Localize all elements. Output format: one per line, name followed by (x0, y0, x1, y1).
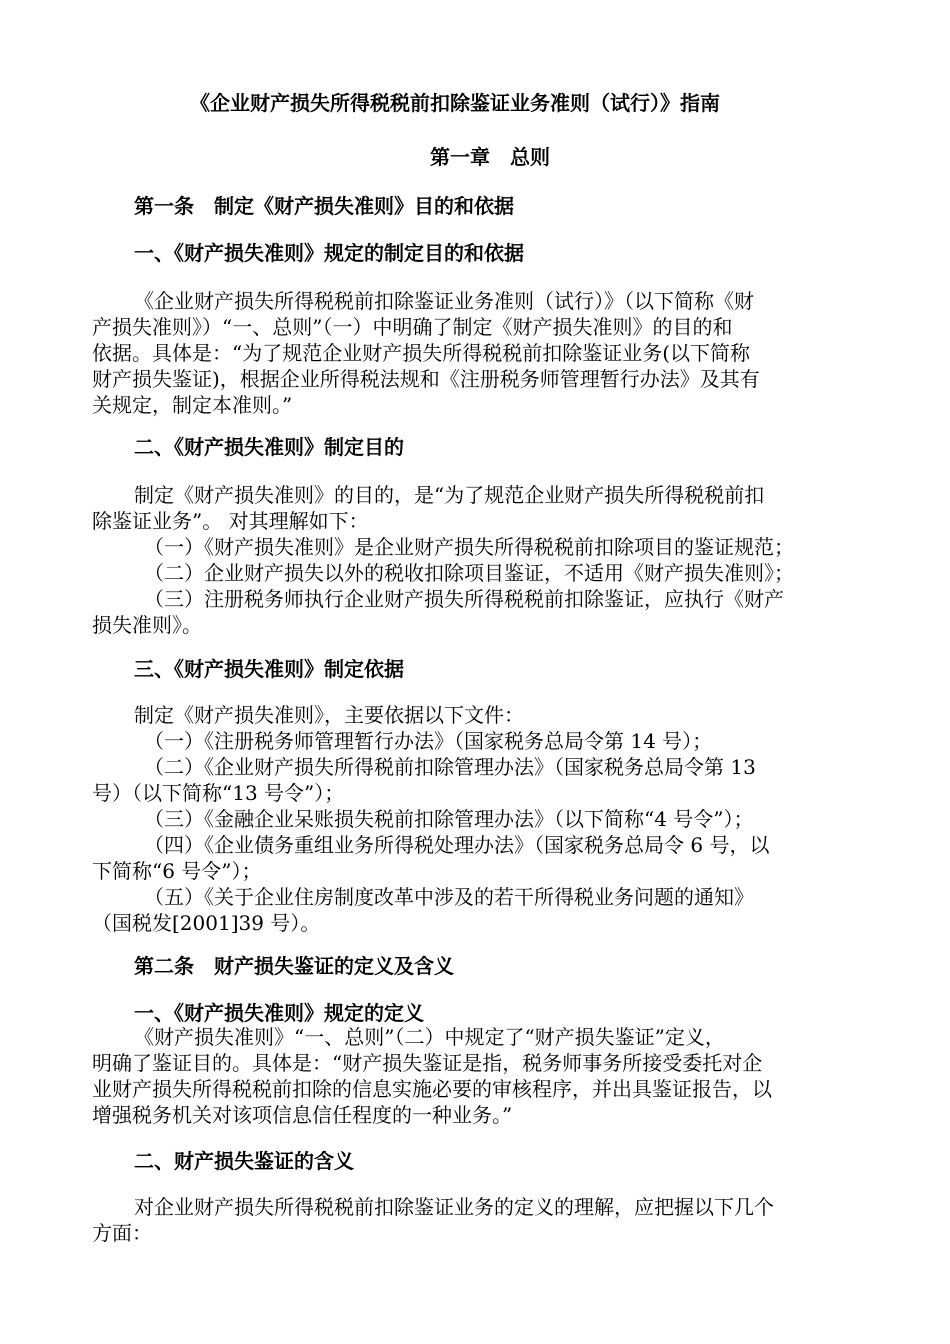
document-title: 《企业财产损失所得税税前扣除鉴证业务准则（试行）》指南 (190, 91, 720, 115)
paragraph-line: 制定《财产损失准则》，主要依据以下文件： (134, 703, 524, 727)
paragraph-line: （二）《企业财产损失所得税前扣除管理办法》（国家税务总局令第 13 (144, 755, 756, 779)
paragraph-line: 损失准则》。 (92, 613, 202, 637)
paragraph-line: 《财产损失准则》“一、总则”（二）中规定了“财产损失鉴证”定义， (134, 1025, 725, 1049)
article1-sec2-heading: 二、《财产损失准则》制定目的 (134, 435, 404, 459)
paragraph-line: （二）企业财产损失以外的税收扣除项目鉴证，不适用《财产损失准则》； (144, 561, 794, 585)
paragraph-line: （一）《注册税务师管理暂行办法》（国家税务总局令第 14 号）； (144, 729, 713, 753)
article2-sec2-paragraph (92, 1194, 854, 1246)
article2-sec2-heading: 二、财产损失鉴证的含义 (134, 1149, 354, 1173)
paragraph-line: （五）《关于企业住房制度改革中涉及的若干所得税业务问题的通知》 (144, 885, 754, 909)
paragraph-line: 下简称“6 号令”）； (92, 859, 262, 883)
paragraph-line: 依据。具体是：“为了规范企业财产损失所得税税前扣除鉴证业务(以下简称 (92, 341, 751, 365)
paragraph-line: 除鉴证业务”。 对其理解如下： (92, 509, 369, 533)
paragraph-line: 财产损失鉴证)，根据企业所得税法规和《注册税务师管理暂行办法》及其有 (92, 367, 760, 391)
paragraph-line: 对企业财产损失所得税税前扣除鉴证业务的定义的理解，应把握以下几个 (134, 1195, 774, 1219)
paragraph-line: 方面： (92, 1221, 152, 1245)
paragraph-line: 明确了鉴证目的。具体是：“财产损失鉴证是指，税务师事务所接受委托对企 (92, 1051, 763, 1075)
paragraph-line: 号）（以下简称“13 号令”）； (92, 781, 345, 805)
paragraph-line: 增强税务机关对该项信息信任程度的一种业务。” (92, 1103, 513, 1127)
paragraph-line: （一）《财产损失准则》是企业财产损失所得税税前扣除项目的鉴证规范； (144, 535, 794, 559)
article2-sec1-heading: 一、《财产损失准则》规定的定义 (134, 1001, 424, 1025)
article1-sec3-heading: 三、《财产损失准则》制定依据 (134, 657, 404, 681)
article2-sec1-paragraph (92, 1024, 854, 1128)
chapter-heading: 第一章 总则 (430, 145, 550, 169)
paragraph-line: 产损失准则》）“一、总则”（一）中明确了制定《财产损失准则》的目的和 (92, 315, 733, 339)
paragraph-line: （三）注册税务师执行企业财产损失所得税税前扣除鉴证，应执行《财产 (144, 587, 784, 611)
paragraph-line: 关规定，制定本准则。” (92, 393, 293, 417)
paragraph-line: （三）《金融企业呆账损失税前扣除管理办法》（以下简称“4 号令”）； (144, 807, 754, 831)
paragraph-line: （四）《企业债务重组业务所得税处理办法》（国家税务总局令 6 号，以 (144, 833, 770, 857)
paragraph-line: （国税发[2001]39 号）。 (92, 911, 321, 935)
paragraph-line: 《企业财产损失所得税税前扣除鉴证业务准则（试行）》（以下简称《财 (134, 289, 754, 313)
article1-heading: 第一条 制定《财产损失准则》目的和依据 (134, 194, 514, 218)
article1-sec1-paragraph (92, 288, 854, 418)
paragraph-line: 制定《财产损失准则》的目的，是“为了规范企业财产损失所得税税前扣 (134, 483, 765, 507)
article1-sec2-paragraph (92, 482, 854, 638)
article1-sec1-heading: 一、《财产损失准则》规定的制定目的和依据 (134, 241, 524, 265)
article2-heading: 第二条 财产损失鉴证的定义及含义 (134, 954, 454, 978)
paragraph-line: 业财产损失所得税税前扣除的信息实施必要的审核程序，并出具鉴证报告，以 (92, 1077, 772, 1101)
article1-sec3-paragraph (92, 702, 854, 936)
